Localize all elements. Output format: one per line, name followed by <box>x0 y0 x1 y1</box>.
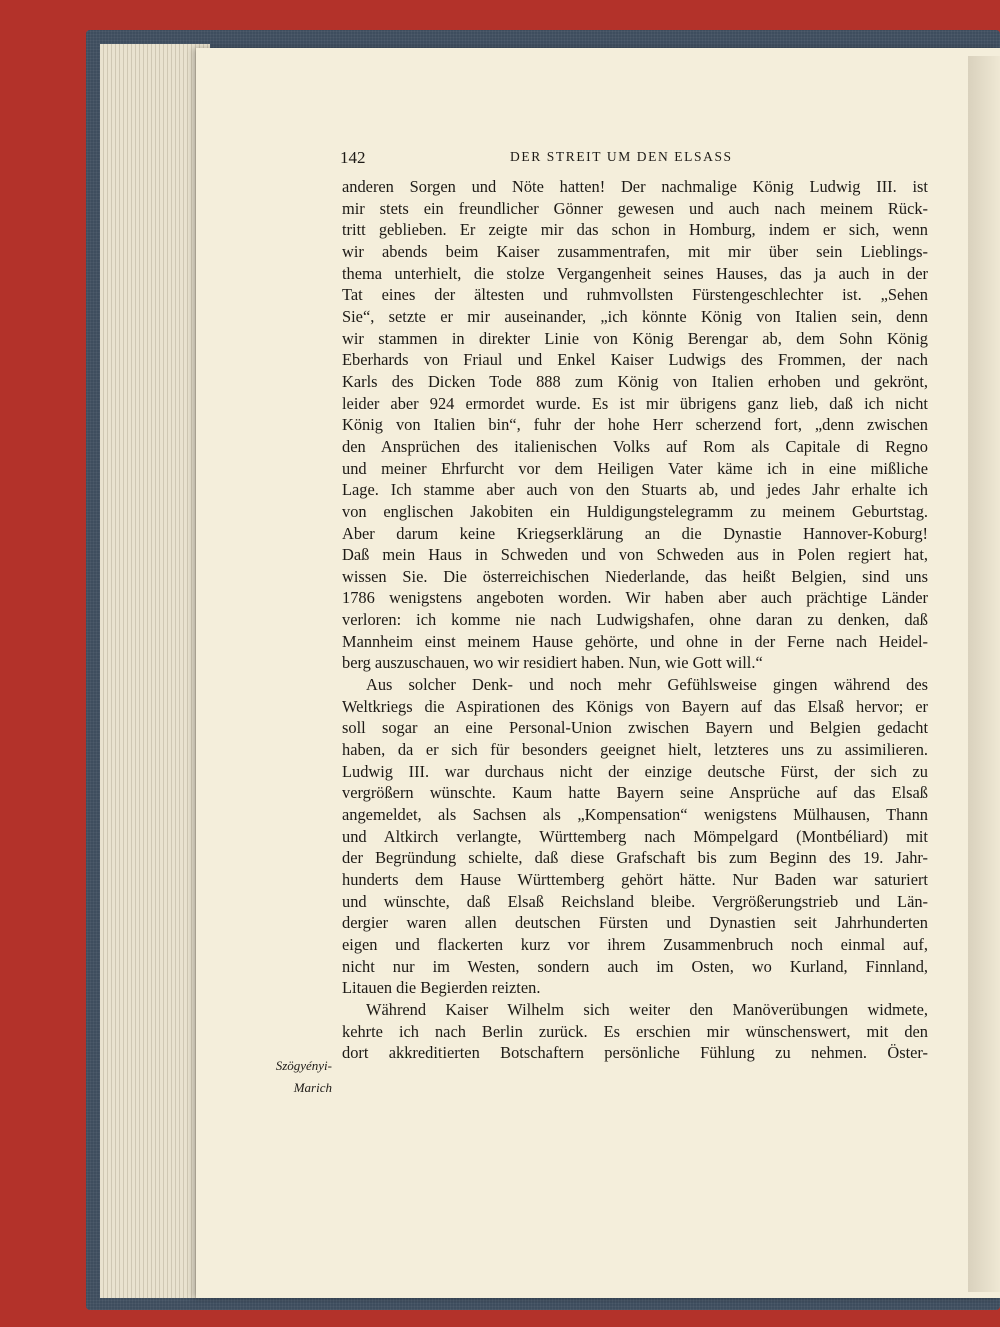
text-line: wir stammen in direkter Linie von König Berengar ab, dem Sohn König <box>342 328 928 348</box>
text-line: dergier waren allen deutschen Fürsten und Dynastien seit Jahrhunderten <box>342 913 928 933</box>
text-line: tritt geblieben. Er zeigte mir das schon in Homburg, indem er sich, wenn <box>342 220 928 240</box>
text-line: Litauen die Begierden reizten. <box>342 978 541 998</box>
text-line: Aber darum keine Kriegserklärung an die Dynastie Hannover-Koburg! <box>342 523 928 543</box>
text-line: König von Italien bin“, fuhr der hohe Herr scherzend fort, „denn zwischen <box>342 415 928 435</box>
text-line: leider aber 924 ermordet wurde. Es ist mir übrigens ganz lieb, daß ich nicht <box>342 393 928 413</box>
margin-note <box>250 1055 332 1098</box>
margin-note-line: Marich <box>293 1079 332 1095</box>
text-line: Mannheim einst meinem Hause gehörte, und ohne in der Ferne nach Heidel- <box>342 631 928 651</box>
text-line: Aus solcher Denk- und noch mehr Gefühlsweise gingen während des <box>366 675 928 695</box>
text-line: berg auszuschauen, wo wir residiert haben. Nun, wie Gott will.“ <box>342 653 763 673</box>
text-line: nicht nur im Westen, sondern auch im Osten, wo Kurland, Finnland, <box>342 956 928 976</box>
text-line: wissen Sie. Die österreichischen Niederlande, das heißt Belgien, sind uns <box>342 566 928 586</box>
text-line: Karls des Dicken Tode 888 zum König von Italien erhoben und gekrönt, <box>342 371 928 391</box>
text-line: Daß mein Haus in Schweden und von Schweden aus in Polen regiert hat, <box>342 545 928 565</box>
text-line: soll sogar an eine Personal-Union zwischen Bayern und Belgien gedacht <box>342 718 928 738</box>
text-line: Ludwig III. war durchaus nicht der einzige deutsche Fürst, der sich zu <box>342 761 928 781</box>
text-line: verloren: ich komme nie nach Ludwigshafen, ohne daran zu denken, daß <box>342 610 928 630</box>
text-line: der Begründung schielte, daß diese Grafschaft bis zum Beginn des 19. Jahr- <box>342 848 928 868</box>
page-number: 142 <box>340 148 366 167</box>
text-line: Sie“, setzte er mir auseinander, „ich könnte König von Italien sein, denn <box>342 306 928 326</box>
text-line: kehrte ich nach Berlin zurück. Es erschien mir wünschenswert, mit den <box>342 1021 928 1041</box>
text-line: Eberhards von Friaul und Enkel Kaiser Ludwigs des Frommen, der nach <box>342 350 928 370</box>
text-line: Tat eines der ältesten und ruhmvollsten Fürstengeschlechter ist. „Sehen <box>342 285 928 305</box>
text-line: angemeldet, als Sachsen als „Kompensation“ wenigstens Mülhausen, Thann <box>342 805 928 825</box>
facing-page-edge <box>968 56 1000 1292</box>
text-line: hunderts dem Hause Württemberg gehört hätte. Nur Baden war saturiert <box>342 870 928 889</box>
text-line: dort akkreditierten Botschaftern persönliche Fühlung zu nehmen. Öster- <box>342 1043 928 1063</box>
text-line: den Ansprüchen des italienischen Volks auf Rom als Capitale di Regno <box>342 436 928 456</box>
page-header <box>340 148 930 170</box>
page-edges <box>100 44 210 1298</box>
text-line: thema unterhielt, die stolze Vergangenheit seines Hauses, das ja auch in der <box>342 263 928 283</box>
margin-note-line: Szögyényi- <box>275 1058 332 1073</box>
text-line: eigen und flackerten kurz vor ihrem Zusammenbruch noch einmal auf, <box>342 934 928 954</box>
text-line: haben, da er sich für besonders geeignet hielt, letzteres uns zu assimilieren. <box>342 740 928 760</box>
text-line: von englischen Jakobiten ein Huldigungstelegramm zu meinem Geburtstag. <box>342 501 928 521</box>
text-line: und meiner Ehrfurcht vor dem Heiligen Vater käme ich in eine mißliche <box>342 458 928 478</box>
text-line: Weltkriegs die Aspirationen des Königs von Bayern auf das Elsaß hervor; er <box>342 696 928 716</box>
text-line: Lage. Ich stamme aber auch von den Stuarts ab, und jedes Jahr erhalte ich <box>342 480 928 500</box>
text-line: wir abends beim Kaiser zusammentrafen, mit mir über sein Lieblings- <box>342 241 928 261</box>
running-head: DER STREIT UM DEN ELSASS <box>510 149 733 164</box>
text-line: anderen Sorgen und Nöte hatten! Der nachmalige König Ludwig III. ist <box>342 177 928 196</box>
text-line: und Altkirch verlangte, Württemberg nach Mömpelgard (Montbéliard) mit <box>342 826 928 846</box>
text-line: und wünschte, daß Elsaß Reichsland bleibe. Vergrößerungstrieb und Län- <box>342 891 928 911</box>
body-text <box>342 176 928 1064</box>
text-line: 1786 wenigstens angeboten worden. Wir haben aber auch prächtige Länder <box>342 588 928 608</box>
text-line: Während Kaiser Wilhelm sich weiter den Manöverübungen widmete, <box>366 999 928 1019</box>
text-line: mir stets ein freundlicher Gönner gewesen und auch nach meinem Rück- <box>342 198 928 218</box>
text-line: vergrößern wünschte. Kaum hatte Bayern seine Ansprüche auf das Elsaß <box>342 783 928 803</box>
